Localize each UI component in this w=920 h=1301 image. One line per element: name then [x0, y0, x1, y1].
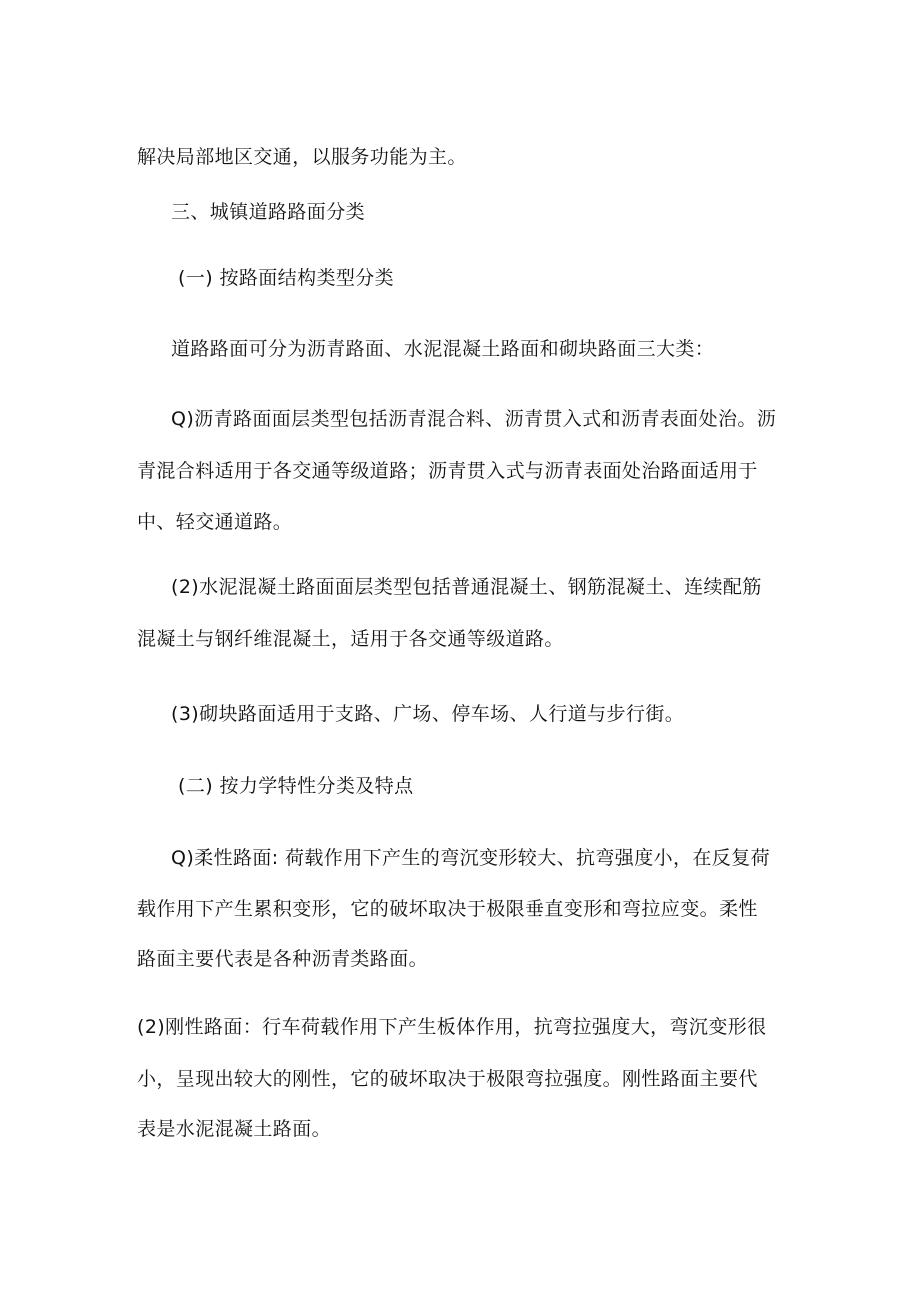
paragraph-line: 中、轻交通道路。 [137, 511, 293, 533]
paragraph-line: 载作用下产生累积变形，它的破坏取决于极限垂直变形和弯拉应变。柔性 [137, 898, 758, 920]
paragraph-line: (2)水泥混凝土路面面层类型包括普通混凝土、钢筋混凝土、连续配筋 [171, 576, 762, 598]
paragraph-line: Q)柔性路面: 荷载作用下产生的弯沉变形较大、抗弯强度小，在反复荷 [171, 847, 771, 869]
subsection-heading: (二) 按力学特性分类及特点 [178, 775, 414, 797]
paragraph-line: (3)砌块路面适用于支路、广场、停车场、人行道与步行街。 [171, 703, 685, 725]
paragraph-line: 小，呈现出较大的刚性，它的破坏取决于极限弯拉强度。刚性路面主要代 [137, 1068, 758, 1090]
paragraph-line: (2)刚性路面：行车荷载作用下产生板体作用，抗弯拉强度大，弯沉变形很 [137, 1016, 767, 1038]
paragraph-line: 混凝土与钢纤维混凝土，适用于各交通等级道路。 [137, 628, 564, 650]
paragraph-line: 道路路面可分为沥青路面、水泥混凝土路面和砌块路面三大类： [171, 338, 715, 360]
paragraph-line: Q)沥青路面面层类型包括沥青混合料、沥青贯入式和沥青表面处治。沥 [171, 408, 777, 430]
paragraph-line: 解决局部地区交通，以服务功能为主。 [137, 146, 467, 168]
subsection-heading: (一) 按路面结构类型分类 [178, 267, 395, 289]
paragraph-line: 路面主要代表是各种沥青类路面。 [137, 948, 429, 970]
section-heading: 三、城镇道路路面分类 [171, 201, 366, 223]
paragraph-line: 青混合料适用于各交通等级道路；沥青贯入式与沥青表面处治路面适用于 [137, 460, 758, 482]
paragraph-line: 表是水泥混凝土路面。 [137, 1118, 332, 1140]
